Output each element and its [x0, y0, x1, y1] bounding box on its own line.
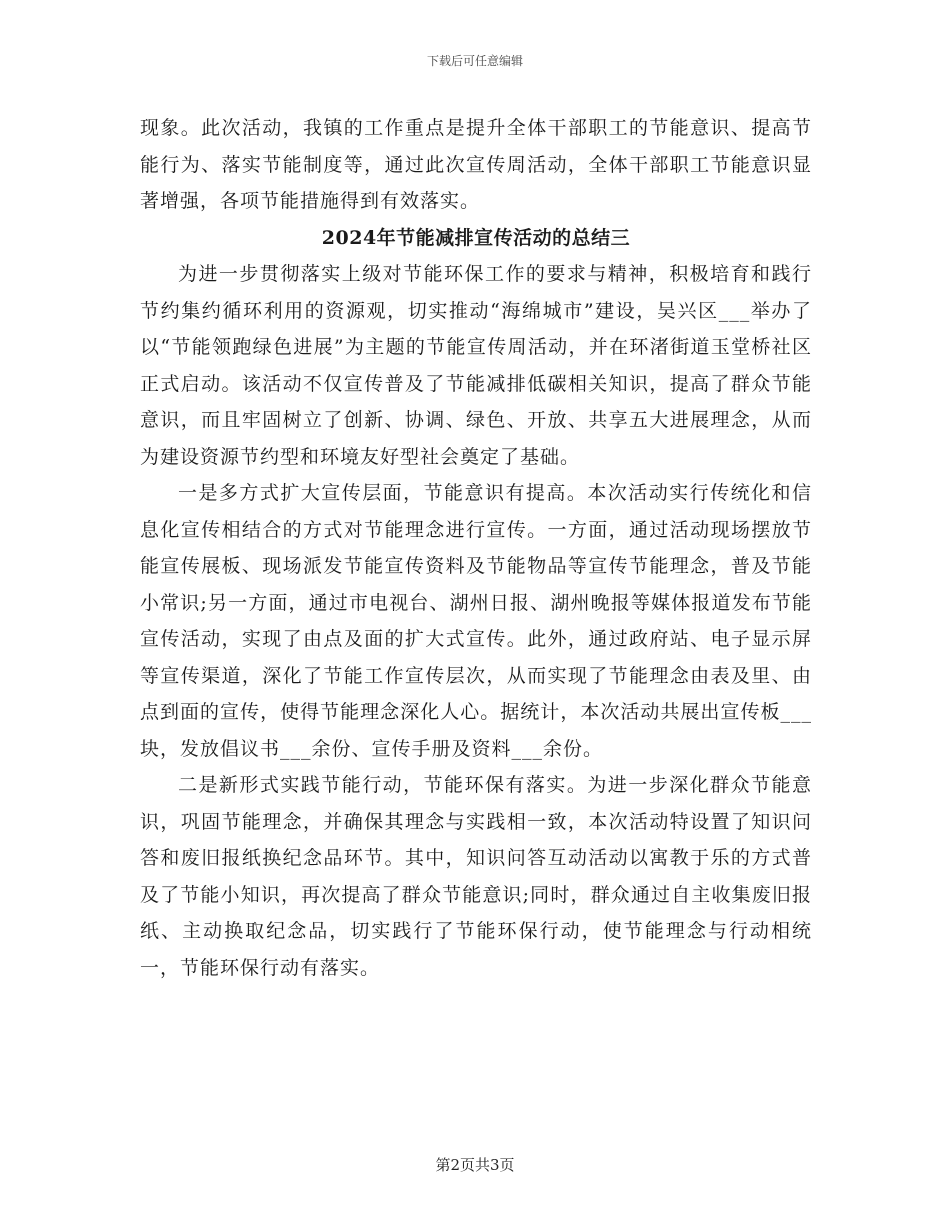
paragraph-continued: 现象。此次活动，我镇的工作重点是提升全体干部职工的节能意识、提高节能行为、落实节能制度等，通过此次宣传周活动，全体干部职工节能意识显著增强，各项节能措施得到有效落实。	[140, 117, 812, 212]
paragraph-point-two: 二是新形式实践节能行动，节能环保有落实。为进一步深化群众节能意识，巩固节能理念，并确保其理念与实践相一致，本次活动特设置了知识问答和废旧报纸换纪念品环节。其中，知识问答互动活动以寓教于乐的方式普及了节能小知识，再次提高了群众节能意识;同时，群众通过自主收集废旧报纸、主动换取纪念品，切实践行了节能环保行动，使节能理念与行动相统一，节能环保行动有落实。	[140, 774, 812, 979]
paragraph-point-one: 一是多方式扩大宣传层面，节能意识有提高。本次活动实行传统化和信息化宣传相结合的方式对节能理念进行宣传。一方面，通过活动现场摆放节能宣传展板、现场派发节能宣传资料及节能物品等宣传节能理念，普及节能小常识;另一方面，通过市电视台、湖州日报、湖州晚报等媒体报道发布节能宣传活动，实现了由点及面的扩大式宣传。此外，通过政府站、电子显示屏等宣传渠道，深化了节能工作宣传层次，从而实现了节能理念由表及里、由点到面的宣传，使得节能理念深化人心。据统计，本次活动共展出宣传板___块，发放倡议书___余份、宣传手册及资料___余份。	[140, 482, 812, 760]
page-header: 下载后可任意编辑	[426, 54, 523, 68]
section-title: 2024年节能减排宣传活动的总结三	[321, 226, 631, 249]
paragraph-intro: 为进一步贯彻落实上级对节能环保工作的要求与精神，积极培育和践行节约集约循环利用的资源观，切实推动“海绵城市”建设，吴兴区___举办了以“节能领跑绿色进展”为主题的节能宣传周活动，并在环渚街道玉堂桥社区正式启动。该活动不仅宣传普及了节能减排低碳相关知识，提高了群众节能意识，而且牢固树立了创新、协调、绿色、开放、共享五大进展理念，从而为建设资源节约型和环境友好型社会奠定了基础。	[140, 263, 812, 468]
document-body	[140, 110, 812, 986]
page-footer: 第2页共3页	[435, 1156, 515, 1174]
